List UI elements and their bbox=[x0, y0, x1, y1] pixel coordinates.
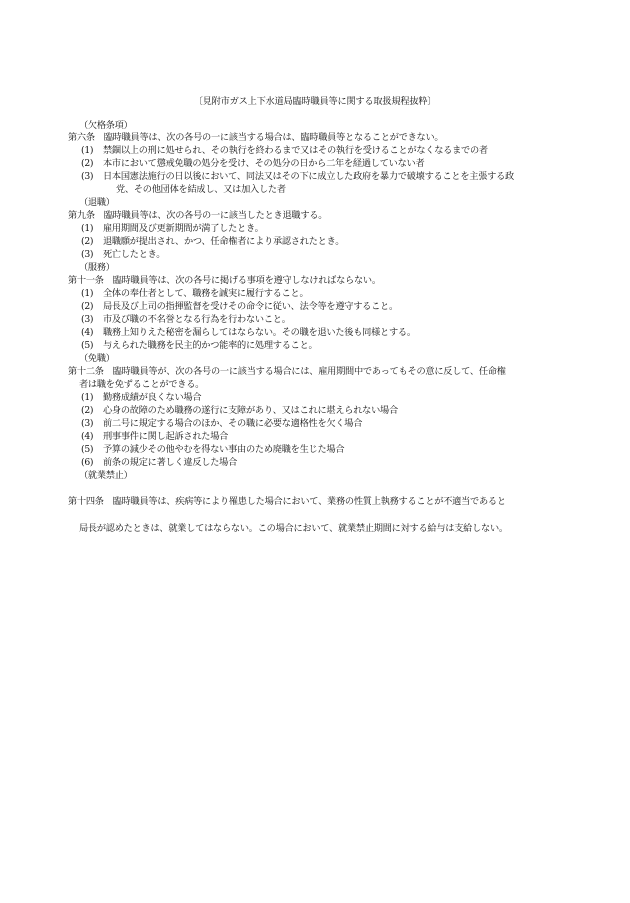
article-11-item-5-number: (5) bbox=[81, 340, 94, 351]
article-11: 第十一条 臨時職員等は、次の各号に掲げる事項を遵守しなければならない。 bbox=[68, 275, 381, 286]
section-heading-shugyo: （就業禁止） bbox=[79, 470, 133, 481]
article-9-item-1-text: 雇用期間及び更新期間が満了したとき。 bbox=[103, 223, 264, 234]
article-12-item-4-number: (4) bbox=[81, 431, 94, 442]
article-12-item-5-number: (5) bbox=[81, 444, 94, 455]
document-title: 〔見附市ガス上下水道局臨時職員等に関する取扱規程抜粋〕 bbox=[193, 96, 437, 107]
article-12-item-5-text: 予算の減少その他やむを得ない事由のため廃職を生じた場合 bbox=[103, 444, 345, 455]
section-heading-menshoku: （免職） bbox=[79, 353, 115, 364]
article-11-item-4-number: (4) bbox=[81, 327, 94, 338]
article-6-item-1-text: 禁錮以上の刑に処せられ、その執行を終わるまで又はその執行を受けることがなくなるまでの者 bbox=[103, 145, 488, 156]
article-12-item-2-number: (2) bbox=[81, 405, 94, 416]
article-11-item-1-number: (1) bbox=[81, 288, 94, 299]
article-11-item-2-number: (2) bbox=[81, 301, 94, 312]
article-12-item-2-text: 心身の故障のため職務の遂行に支障があり、又はこれに堪えられない場合 bbox=[103, 405, 398, 416]
article-6-item-3-number: (3) bbox=[81, 171, 94, 182]
article-9-item-3-text: 死亡したとき。 bbox=[103, 249, 166, 260]
article-11-item-1-text: 全体の奉仕者として、職務を誠実に履行すること。 bbox=[103, 288, 309, 299]
article-11-item-4-text: 職務上知りえた秘密を漏らしてはならない。その職を退いた後も同様とする。 bbox=[103, 327, 416, 338]
article-6-item-2-text: 本市において懲戒免職の処分を受け、その処分の日から二年を経過していない者 bbox=[103, 158, 425, 169]
article-6-item-1-number: (1) bbox=[81, 145, 94, 156]
section-heading-fukumu: （服務） bbox=[79, 262, 115, 273]
article-9-item-2-number: (2) bbox=[81, 236, 94, 247]
article-6: 第六条 臨時職員等は、次の各号の一に該当する場合は、臨時職員等となることができない。 bbox=[68, 132, 444, 143]
article-12-item-4-text: 刑事事件に関し起訴された場合 bbox=[103, 431, 229, 442]
article-11-item-2-text: 局長及び上司の指揮監督を受けその命令に従い、法令等を遵守すること。 bbox=[103, 301, 398, 312]
article-14: 第十四条 臨時職員等は、疾病等により罹患した場合において、業務の性質上執務することが不適当であると bbox=[68, 496, 506, 507]
article-6-item-2-number: (2) bbox=[81, 158, 94, 169]
article-9-item-1-number: (1) bbox=[81, 223, 94, 234]
article-12: 第十二条 臨時職員等が、次の各号の一に該当する場合には、雇用期間中であってもその意に反して、任命権 bbox=[68, 366, 506, 377]
article-9-item-3-number: (3) bbox=[81, 249, 94, 260]
section-heading-taishoku: （退職） bbox=[79, 197, 115, 208]
article-11-item-5-text: 与えられた職務を民主的かつ能率的に処理すること。 bbox=[103, 340, 318, 351]
article-6-item-3-text: 日本国憲法施行の日以後において、同法又はその下に成立した政府を暴力で破壊することを主張する政 bbox=[103, 171, 514, 182]
article-12-item-1-number: (1) bbox=[81, 392, 94, 403]
article-11-item-3-number: (3) bbox=[81, 314, 94, 325]
article-14-continuation: 局長が認めたときは、就業してはならない。この場合において、就業禁止期間に対する給与は支給しない。 bbox=[79, 523, 508, 534]
article-12-continuation: 者は職を免ずることができる。 bbox=[79, 379, 205, 390]
article-9-item-2-text: 退職願が提出され、かつ、任命権者により承認されたとき。 bbox=[103, 236, 345, 247]
article-12-item-6-text: 前条の規定に著しく違反した場合 bbox=[103, 457, 238, 468]
article-12-item-3-text: 前二号に規定する場合のほか、その職に必要な適格性を欠く場合 bbox=[103, 418, 363, 429]
section-heading-kekkaku: （欠格条項） bbox=[79, 120, 133, 131]
article-12-item-3-number: (3) bbox=[81, 418, 94, 429]
article-12-item-6-number: (6) bbox=[81, 457, 94, 468]
article-11-item-3-text: 市及び職の不名誉となる行為を行わないこと。 bbox=[103, 314, 291, 325]
article-9: 第九条 臨時職員等は、次の各号の一に該当したとき退職する。 bbox=[68, 210, 328, 221]
article-6-item-3-continuation: 党、その他団体を結成し、又は加入した者 bbox=[116, 184, 286, 195]
article-12-item-1-text: 勤務成績が良くない場合 bbox=[103, 392, 202, 403]
